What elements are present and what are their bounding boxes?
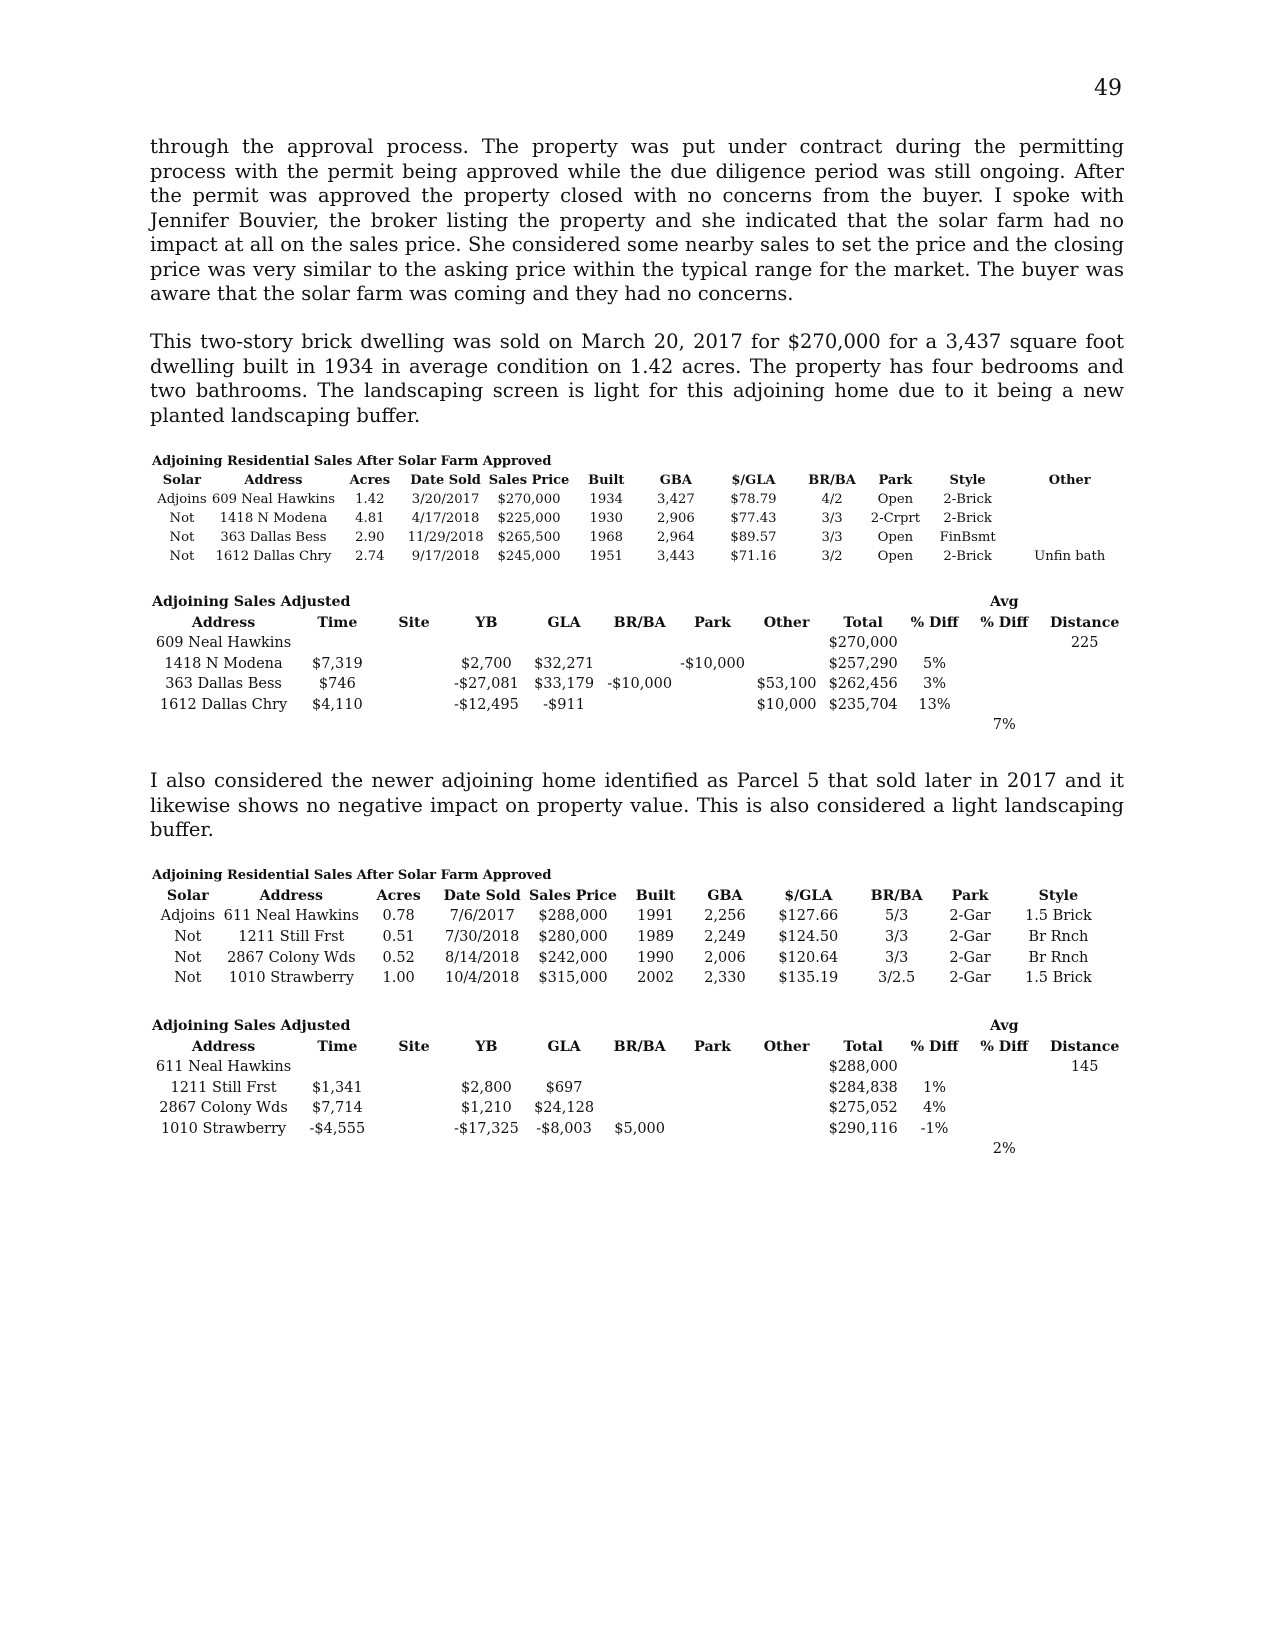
table-cell — [903, 633, 966, 654]
table-cell — [604, 695, 676, 716]
table-cell — [966, 1057, 1042, 1078]
table-cell: Br Rnch — [1028, 949, 1089, 966]
table-cell — [524, 1057, 603, 1078]
column-header: $/GLA — [784, 887, 833, 904]
table-header-row — [152, 886, 1112, 907]
column-header: Acres — [376, 887, 421, 904]
table-cell: 363 Dallas Bess — [220, 530, 327, 545]
column-header: Sales Price — [488, 473, 570, 488]
table-cell: $275,052 — [828, 1100, 898, 1117]
table-row — [152, 695, 1127, 716]
table-cell — [604, 1078, 676, 1099]
table-cell: 2.74 — [355, 549, 385, 564]
table-cell: 4/2 — [821, 492, 843, 507]
table-cell: $697 — [545, 1079, 583, 1096]
column-header: Other — [1048, 473, 1091, 488]
sales-table-1 — [152, 452, 1127, 566]
table-cell: $746 — [318, 676, 356, 693]
table-cell — [966, 1119, 1042, 1140]
table-cell: 5% — [923, 655, 947, 672]
table-cell: -$17,325 — [453, 1120, 519, 1137]
column-header: Acres — [349, 473, 391, 488]
table-caption: Adjoining Sales Adjusted — [152, 594, 351, 611]
column-header: Distance — [1049, 1038, 1120, 1055]
table-cell: Not — [174, 929, 202, 946]
table-row — [152, 674, 1127, 695]
table-cell: 1934 — [589, 492, 624, 507]
table-cell — [676, 633, 750, 654]
table-cell: 1.00 — [382, 970, 415, 987]
table-cell — [380, 654, 449, 675]
column-header: Built — [588, 473, 625, 488]
table-cell: 225 — [1070, 635, 1099, 652]
table-cell: Not — [169, 511, 195, 526]
table-cell: $270,000 — [497, 492, 561, 507]
table-cell: 2867 Colony Wds — [227, 949, 356, 966]
table-cell: 3/2.5 — [878, 970, 916, 987]
table-cell: 1010 Strawberry — [160, 1120, 287, 1137]
table-cell: -$10,000 — [680, 655, 745, 672]
table-cell: $32,271 — [534, 655, 595, 672]
table-cell: $53,100 — [756, 676, 817, 693]
table-row — [152, 968, 1112, 989]
table-cell — [966, 695, 1042, 716]
column-header: Address — [191, 1038, 256, 1055]
table-cell: $135.19 — [778, 970, 839, 987]
table-cell — [295, 633, 380, 654]
table-cell: 1010 Strawberry — [228, 970, 354, 987]
table-row — [152, 1098, 1127, 1119]
table-cell: 3/3 — [821, 530, 843, 545]
adjusted-table-2 — [152, 1016, 1127, 1160]
column-header: Date Sold — [410, 473, 481, 488]
table-cell: $270,000 — [828, 635, 898, 652]
table-cell: 1968 — [589, 530, 624, 545]
column-header: Address — [259, 887, 323, 904]
table-cell: $288,000 — [538, 908, 608, 925]
table-cell: 2-Gar — [949, 929, 991, 946]
table-cell — [966, 674, 1042, 695]
table-cell: Adjoins — [160, 908, 216, 925]
column-header: GBA — [707, 887, 743, 904]
table-cell — [1042, 674, 1127, 695]
table-cell: $10,000 — [756, 696, 817, 713]
table-cell: Not — [169, 530, 195, 545]
column-header: Time — [317, 614, 358, 631]
table-cell — [903, 1057, 966, 1078]
paragraph-parcel-5: I also considered the newer adjoining home identified as Parcel 5 that sold later in 2017 and it likewise shows no negative impact on property value. This is also considered a light landscaping buffer. — [150, 769, 1124, 841]
table-cell — [1042, 1078, 1127, 1099]
column-header: Distance — [1049, 614, 1120, 631]
table-cell — [604, 1098, 676, 1119]
table-cell: 145 — [1070, 1059, 1099, 1076]
column-header: Sales Price — [528, 887, 617, 904]
table-cell: 2-Brick — [943, 549, 992, 564]
table-cell: Not — [174, 949, 202, 966]
table-cell: 611 Neal Hawkins — [223, 908, 359, 925]
table-cell: 2867 Colony Wds — [159, 1100, 288, 1117]
table-cell: 3/3 — [884, 949, 909, 966]
table-cell: 2-Gar — [949, 949, 991, 966]
table-row — [152, 1119, 1127, 1140]
table-cell — [1042, 1119, 1127, 1140]
column-header: Site — [398, 614, 430, 631]
table-cell — [524, 633, 603, 654]
avg-value: 2% — [992, 1141, 1016, 1158]
table-cell: $245,000 — [497, 549, 561, 564]
column-header: % Diff — [980, 614, 1029, 631]
avg-label: Avg — [989, 1018, 1019, 1035]
table-cell: $242,000 — [538, 949, 608, 966]
column-header: Site — [398, 1038, 430, 1055]
column-header: GLA — [547, 1038, 581, 1055]
table-row — [152, 654, 1127, 675]
adjusted-table-1 — [152, 592, 1127, 736]
table-cell — [1042, 695, 1127, 716]
table-cell: 7/30/2018 — [444, 929, 520, 946]
table-cell — [448, 1057, 524, 1078]
table-cell: $288,000 — [828, 1059, 898, 1076]
table-cell — [1042, 654, 1127, 675]
table-cell: $290,116 — [828, 1120, 898, 1137]
table-cell: 1211 Still Frst — [170, 1079, 277, 1096]
table-cell — [966, 633, 1042, 654]
table-cell: 1991 — [637, 908, 675, 925]
table-cell: 1418 N Modena — [164, 655, 283, 672]
table-cell: 4.81 — [355, 511, 385, 526]
table-cell: 2,964 — [657, 530, 695, 545]
table-cell: $1,210 — [461, 1100, 512, 1117]
column-header: Built — [635, 887, 676, 904]
table-cell: $33,179 — [534, 676, 595, 693]
table-cell: 0.78 — [382, 908, 415, 925]
table-cell: 1% — [923, 1079, 947, 1096]
table-cell — [750, 1057, 824, 1078]
table-cell: 611 Neal Hawkins — [155, 1059, 292, 1076]
table-cell — [380, 695, 449, 716]
table-cell: 609 Neal Hawkins — [155, 635, 292, 652]
table-cell: 2-Crprt — [870, 511, 921, 526]
table-cell: $2,700 — [461, 655, 512, 672]
table-row — [152, 547, 1127, 566]
avg-label: Avg — [989, 594, 1019, 611]
table-cell: 2-Gar — [949, 908, 991, 925]
column-header: Total — [843, 1038, 883, 1055]
table-cell: -1% — [920, 1120, 949, 1137]
column-header: Park — [694, 1038, 731, 1055]
table-cell: 13% — [918, 696, 951, 713]
table-header-row — [152, 613, 1127, 634]
table-cell: $4,110 — [311, 696, 363, 713]
table-row — [152, 633, 1127, 654]
column-header: BR/BA — [808, 473, 856, 488]
column-header: YB — [475, 1038, 498, 1055]
table-cell: 363 Dallas Bess — [165, 676, 282, 693]
table-cell: $2,800 — [461, 1079, 512, 1096]
table-cell: 3/20/2017 — [411, 492, 480, 507]
table-cell — [380, 674, 449, 695]
table-cell: 2,330 — [704, 970, 746, 987]
table-cell — [750, 1119, 824, 1140]
table-cell: $235,704 — [828, 696, 898, 713]
table-cell: 1.5 Brick — [1024, 908, 1092, 925]
table-cell: 4/17/2018 — [411, 511, 480, 526]
table-cell — [604, 654, 676, 675]
table-cell: 1.5 Brick — [1024, 970, 1092, 987]
table-cell: 11/29/2018 — [407, 530, 484, 545]
column-header: GLA — [547, 614, 581, 631]
table-cell: $5,000 — [614, 1120, 666, 1137]
table-row — [152, 906, 1112, 927]
table-row — [152, 1057, 1127, 1078]
table-cell: 1612 Dallas Chry — [159, 696, 288, 713]
column-header: GBA — [659, 473, 692, 488]
column-header: Park — [951, 887, 989, 904]
table-header-row — [152, 471, 1127, 490]
column-header: Solar — [166, 887, 209, 904]
table-cell: $89.57 — [730, 530, 777, 545]
table-cell: 1211 Still Frst — [238, 929, 345, 946]
table-cell: 1.42 — [355, 492, 385, 507]
table-cell — [604, 633, 676, 654]
table-cell: $1,341 — [311, 1079, 363, 1096]
table-cell — [750, 633, 824, 654]
column-header: Style — [1038, 887, 1079, 904]
column-header: Total — [843, 614, 883, 631]
table-cell: 1990 — [637, 949, 675, 966]
table-cell: -$8,003 — [536, 1120, 592, 1137]
table-cell: 3/2 — [821, 549, 843, 564]
table-cell: 7/6/2017 — [449, 908, 515, 925]
table-cell: Unfin bath — [1034, 549, 1106, 564]
table-cell: 4% — [923, 1100, 947, 1117]
table-cell — [1042, 1098, 1127, 1119]
table-cell: $284,838 — [828, 1079, 898, 1096]
table-cell — [380, 1119, 449, 1140]
table-cell: $78.79 — [730, 492, 777, 507]
table-cell — [448, 633, 524, 654]
table-cell: 0.51 — [382, 929, 415, 946]
table-cell: -$4,555 — [309, 1120, 366, 1137]
table-cell: 2002 — [637, 970, 675, 987]
table-caption: Adjoining Residential Sales After Solar Farm Approved — [152, 867, 552, 883]
column-header: Solar — [162, 473, 202, 488]
column-header: Park — [878, 473, 913, 488]
table-row — [152, 927, 1112, 948]
table-cell: 1418 N Modena — [219, 511, 328, 526]
column-header: Address — [191, 614, 256, 631]
page-number: 49 — [1094, 76, 1122, 101]
table-cell: 3,427 — [657, 492, 695, 507]
table-cell — [676, 1057, 750, 1078]
table-cell: 1951 — [589, 549, 624, 564]
column-header: BR/BA — [870, 887, 923, 904]
table-cell: 3/3 — [821, 511, 843, 526]
column-header: BR/BA — [613, 614, 666, 631]
table-row — [152, 1078, 1127, 1099]
table-cell: $71.16 — [730, 549, 777, 564]
table-cell — [966, 654, 1042, 675]
table-cell — [676, 1119, 750, 1140]
table-cell: $120.64 — [778, 949, 839, 966]
table-cell: 1989 — [637, 929, 675, 946]
table-cell: Br Rnch — [1028, 929, 1089, 946]
table-cell — [750, 1098, 824, 1119]
column-header: % Diff — [980, 1038, 1029, 1055]
column-header: Date Sold — [443, 887, 521, 904]
column-header: YB — [475, 614, 498, 631]
table-row — [152, 509, 1127, 528]
table-caption: Adjoining Sales Adjusted — [152, 1018, 351, 1035]
table-header-row — [152, 1037, 1127, 1058]
column-header: Other — [763, 1038, 810, 1055]
table-cell: 2-Brick — [943, 492, 992, 507]
table-caption: Adjoining Residential Sales After Solar Farm Approved — [152, 454, 552, 469]
table-cell: 609 Neal Hawkins — [211, 492, 335, 507]
table-cell — [380, 1098, 449, 1119]
table-cell: $257,290 — [828, 655, 898, 672]
table-cell: 1612 Dallas Chry — [215, 549, 332, 564]
table-cell: 3/3 — [884, 929, 909, 946]
table-cell: -$27,081 — [453, 676, 519, 693]
table-cell: 3,443 — [657, 549, 695, 564]
table-cell: FinBsmt — [939, 530, 996, 545]
table-cell: 2,249 — [704, 929, 746, 946]
table-cell: $280,000 — [538, 929, 608, 946]
column-header: BR/BA — [613, 1038, 666, 1055]
table-cell: 2-Gar — [949, 970, 991, 987]
paragraph-neal-hawkins-sale: This two-story brick dwelling was sold on March 20, 2017 for $270,000 for a 3,437 square foot dwelling built in 1934 in average condition on 1.42 acres. The property has four bedrooms and two bathrooms. The landscaping screen is light for this adjoining home due to it being a new planted landscaping buffer. — [150, 330, 1124, 427]
table-cell: $127.66 — [778, 908, 839, 925]
table-cell: -$12,495 — [453, 696, 519, 713]
avg-row — [152, 1139, 1127, 1160]
table-cell — [966, 1098, 1042, 1119]
table-cell: $315,000 — [538, 970, 608, 987]
table-cell: 2.90 — [355, 530, 385, 545]
table-cell — [295, 1057, 380, 1078]
column-header: Style — [949, 473, 986, 488]
table-cell: 2,256 — [704, 908, 746, 925]
table-cell — [604, 1057, 676, 1078]
sales-table-2 — [152, 865, 1112, 989]
column-header: Time — [317, 1038, 358, 1055]
avg-value: 7% — [992, 717, 1016, 734]
table-cell: $225,000 — [497, 511, 561, 526]
table-cell — [676, 1098, 750, 1119]
column-header: Other — [763, 614, 810, 631]
table-cell — [676, 695, 750, 716]
table-cell: 2-Brick — [943, 511, 992, 526]
column-header: $/GLA — [731, 473, 776, 488]
table-row — [152, 947, 1112, 968]
table-cell — [380, 1078, 449, 1099]
table-cell — [676, 674, 750, 695]
table-cell: 8/14/2018 — [444, 949, 520, 966]
table-cell: 3% — [923, 676, 947, 693]
table-cell: $124.50 — [778, 929, 839, 946]
table-cell: Adjoins — [157, 492, 207, 507]
table-cell: 9/17/2018 — [411, 549, 480, 564]
table-cell — [380, 1057, 449, 1078]
table-cell — [750, 1078, 824, 1099]
table-cell — [1012, 490, 1127, 509]
table-cell: Not — [169, 549, 195, 564]
table-cell — [1012, 509, 1127, 528]
avg-row — [152, 715, 1127, 736]
table-row — [152, 490, 1127, 509]
table-cell: $262,456 — [828, 676, 898, 693]
table-cell: 2,006 — [704, 949, 746, 966]
table-cell: $7,319 — [311, 655, 363, 672]
table-cell: 1930 — [589, 511, 624, 526]
table-cell: $7,714 — [311, 1100, 363, 1117]
table-cell: Not — [174, 970, 202, 987]
table-cell: 10/4/2018 — [444, 970, 520, 987]
table-cell: 0.52 — [382, 949, 415, 966]
column-header: % Diff — [910, 1038, 959, 1055]
table-cell: -$911 — [543, 696, 585, 713]
table-row — [152, 528, 1127, 547]
table-cell: -$10,000 — [607, 676, 673, 693]
table-cell — [380, 633, 449, 654]
column-header: Park — [694, 614, 731, 631]
column-header: Address — [244, 473, 303, 488]
table-cell — [966, 1078, 1042, 1099]
table-cell: $77.43 — [730, 511, 777, 526]
table-cell — [1012, 528, 1127, 547]
table-cell: $265,500 — [497, 530, 561, 545]
column-header: % Diff — [910, 614, 959, 631]
table-cell: Open — [877, 549, 914, 564]
table-cell — [676, 1078, 750, 1099]
table-cell: 5/3 — [884, 908, 909, 925]
table-cell: 2,906 — [657, 511, 695, 526]
table-cell — [750, 654, 824, 675]
table-cell: Open — [877, 492, 914, 507]
table-cell: Open — [877, 530, 914, 545]
table-cell: $24,128 — [534, 1100, 595, 1117]
paragraph-approval-process: through the approval process. The property was put under contract during the permitting process with the permit being approved while the due diligence period was still ongoing. After the permit was approved the property closed with no concerns from the buyer. I spoke with Jennifer Bouvier, the broker listing the property and she indicated that the solar farm had no impact at all on the sales price. She considered some nearby sales to set the price and the closing price was very similar to the asking price within the typical range for the market. The buyer was aware that the solar farm was coming and they had no concerns. — [150, 135, 1124, 305]
